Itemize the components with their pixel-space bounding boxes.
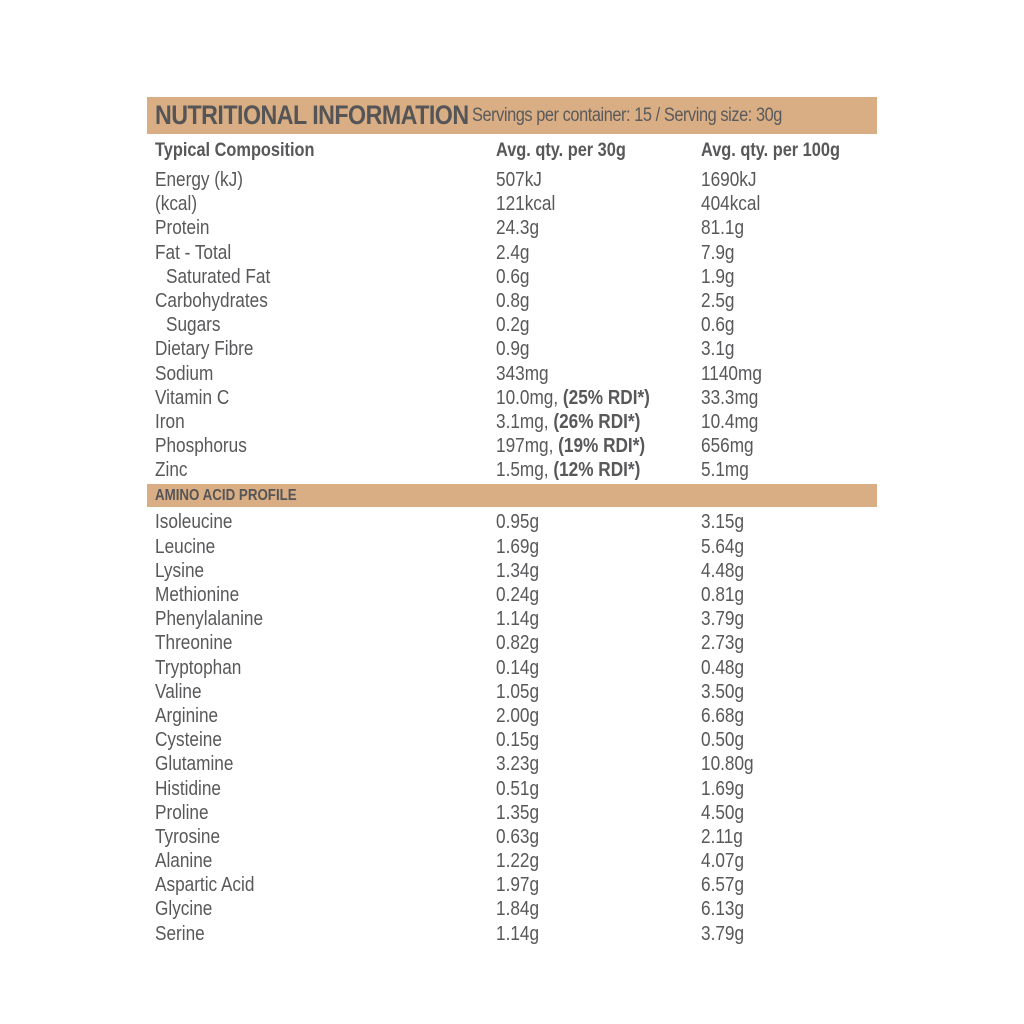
nutrient-per-serving xyxy=(496,362,549,386)
amino-acid-per-100g: 3.79g xyxy=(701,608,745,631)
nutrient-per-serving xyxy=(496,192,555,216)
rdi-percentage: (12% RDI*) xyxy=(553,459,641,482)
nutrient-name: Dietary Fibre xyxy=(155,338,254,361)
amino-acid-per-100g: 3.50g xyxy=(701,680,745,703)
nutrient-per-serving xyxy=(496,313,529,337)
nutrient-per-serving-value: 0.2g xyxy=(496,314,530,337)
amino-acid-row xyxy=(147,583,877,607)
nutrient-row xyxy=(147,313,877,337)
nutrient-name: Sodium xyxy=(155,362,214,385)
amino-acid-row xyxy=(147,801,877,825)
amino-acid-per-100g: 0.48g xyxy=(701,656,745,679)
amino-acid-per-100g: 4.50g xyxy=(701,801,745,824)
nutrient-per-serving xyxy=(496,216,539,240)
serving-info: Servings per container: 15 / Serving size: 30g xyxy=(471,104,782,126)
nutrient-row xyxy=(147,192,877,216)
nutrient-per-100g: 1140mg xyxy=(701,362,762,385)
nutrient-name: Iron xyxy=(155,410,185,433)
amino-acid-row xyxy=(147,825,877,849)
amino-acid-per-100g: 6.57g xyxy=(701,874,745,897)
amino-acid-name: Histidine xyxy=(155,777,221,800)
amino-acid-name: Leucine xyxy=(155,535,216,558)
nutrient-name: Saturated Fat xyxy=(166,265,271,288)
amino-acid-table xyxy=(147,510,877,945)
amino-acid-per-100g: 10.80g xyxy=(701,753,754,776)
amino-acid-row xyxy=(147,897,877,921)
nutrient-name: Phosphorus xyxy=(155,435,247,458)
amino-acid-name: Tyrosine xyxy=(155,825,221,848)
nutrient-row xyxy=(147,289,877,313)
panel-title: NUTRITIONAL INFORMATION xyxy=(155,100,469,130)
rdi-percentage: (19% RDI*) xyxy=(558,435,646,458)
amino-acid-per-serving: 1.35g xyxy=(496,801,540,824)
nutrient-row xyxy=(147,216,877,240)
nutrient-per-serving xyxy=(496,410,640,434)
amino-acid-name: Lysine xyxy=(155,559,205,582)
title-bar xyxy=(147,97,877,134)
nutrient-per-serving-value: 3.1mg, xyxy=(496,410,554,433)
amino-acid-name: Methionine xyxy=(155,584,240,606)
amino-acid-name: Isoleucine xyxy=(155,511,233,534)
amino-acid-per-serving: 1.69g xyxy=(496,535,540,558)
nutrient-row xyxy=(147,386,877,410)
nutrient-row xyxy=(147,362,877,386)
amino-acid-name: Glutamine xyxy=(155,753,234,776)
amino-acid-per-100g: 3.15g xyxy=(701,511,745,534)
nutrient-per-100g: 1.9g xyxy=(701,265,735,288)
nutrient-per-100g: 3.1g xyxy=(701,338,735,361)
amino-acid-section-bar xyxy=(147,484,877,507)
nutrient-name: Protein xyxy=(155,217,210,240)
amino-acid-per-serving: 1.97g xyxy=(496,874,540,897)
amino-acid-per-100g: 5.64g xyxy=(701,535,745,558)
nutrient-name: Carbohydrates xyxy=(155,289,268,312)
amino-acid-per-serving: 1.22g xyxy=(496,850,540,873)
amino-acid-per-100g: 4.07g xyxy=(701,850,745,873)
nutrient-name: (kcal) xyxy=(155,193,198,216)
nutrient-per-serving-value: 0.9g xyxy=(496,338,530,361)
amino-acid-row xyxy=(147,535,877,559)
nutrient-name: Fat - Total xyxy=(155,241,232,264)
amino-acid-per-serving: 0.14g xyxy=(496,656,540,679)
nutrient-per-serving-value: 197mg, xyxy=(496,435,559,458)
nutrition-panel xyxy=(147,97,877,946)
nutrient-per-serving-value: 121kcal xyxy=(496,193,556,216)
nutrient-row xyxy=(147,458,877,482)
amino-acid-name: Glycine xyxy=(155,898,213,921)
nutrient-per-100g: 2.5g xyxy=(701,289,735,312)
amino-acid-per-serving: 2.00g xyxy=(496,704,540,727)
amino-acid-row xyxy=(147,728,877,752)
amino-acid-row xyxy=(147,922,877,946)
nutrient-row xyxy=(147,337,877,361)
nutrient-per-serving-value: 24.3g xyxy=(496,217,540,240)
amino-acid-per-100g: 2.73g xyxy=(701,632,745,655)
nutrient-row xyxy=(147,168,877,192)
rdi-percentage: (25% RDI*) xyxy=(562,386,650,409)
amino-acid-per-100g: 6.68g xyxy=(701,704,745,727)
amino-acid-name: Tryptophan xyxy=(155,656,242,679)
amino-acid-per-serving: 1.14g xyxy=(496,608,540,631)
nutrient-per-100g: 81.1g xyxy=(701,217,745,240)
nutrient-row xyxy=(147,434,877,458)
nutrient-per-serving xyxy=(496,386,650,410)
amino-acid-name: Cysteine xyxy=(155,729,222,752)
amino-acid-row xyxy=(147,559,877,583)
nutrient-per-serving-value: 2.4g xyxy=(496,241,530,264)
amino-acid-row xyxy=(147,849,877,873)
amino-acid-per-100g: 6.13g xyxy=(701,898,745,921)
nutrient-per-100g: 656mg xyxy=(701,435,754,458)
amino-acid-name: Alanine xyxy=(155,850,213,873)
column-header-composition: Typical Composition xyxy=(155,140,315,161)
nutrient-per-100g: 404kcal xyxy=(701,193,761,216)
amino-acid-per-serving: 0.15g xyxy=(496,729,540,752)
amino-acid-per-serving: 1.34g xyxy=(496,559,540,582)
nutrient-row xyxy=(147,410,877,434)
nutrient-per-100g: 0.6g xyxy=(701,314,735,337)
nutrient-per-100g: 7.9g xyxy=(701,241,735,264)
amino-acid-per-serving: 1.14g xyxy=(496,922,540,945)
amino-acid-per-serving: 0.51g xyxy=(496,777,540,800)
amino-acid-per-100g: 2.11g xyxy=(701,825,743,848)
nutrient-per-serving xyxy=(496,241,529,265)
amino-acid-row xyxy=(147,510,877,534)
nutrient-name: Zinc xyxy=(155,459,188,482)
nutrient-table xyxy=(147,168,877,482)
nutrient-per-100g: 1690kJ xyxy=(701,169,757,191)
nutrient-per-serving-value: 0.6g xyxy=(496,265,530,288)
nutrient-row xyxy=(147,241,877,265)
amino-acid-per-serving: 1.05g xyxy=(496,680,540,703)
nutrient-per-serving-value: 507kJ xyxy=(496,169,542,191)
nutrient-per-100g: 5.1mg xyxy=(701,459,749,482)
amino-acid-row xyxy=(147,777,877,801)
column-header-per-serving: Avg. qty. per 30g xyxy=(496,140,626,161)
amino-acid-name: Aspartic Acid xyxy=(155,874,255,897)
amino-acid-section-label: AMINO ACID PROFILE xyxy=(155,486,297,504)
column-header-row xyxy=(147,134,877,168)
amino-acid-per-100g: 0.81g xyxy=(701,584,745,606)
nutrient-name: Energy (kJ) xyxy=(155,169,243,191)
amino-acid-per-serving: 0.63g xyxy=(496,825,540,848)
amino-acid-row xyxy=(147,704,877,728)
amino-acid-name: Serine xyxy=(155,922,205,945)
amino-acid-row xyxy=(147,656,877,680)
nutrient-name: Sugars xyxy=(166,314,221,337)
column-header-per-100g: Avg. qty. per 100g xyxy=(701,140,840,161)
amino-acid-row xyxy=(147,631,877,655)
amino-acid-per-100g: 1.69g xyxy=(701,777,745,800)
amino-acid-name: Arginine xyxy=(155,704,219,727)
nutrient-per-100g: 33.3mg xyxy=(701,386,759,409)
nutrient-per-serving xyxy=(496,265,529,289)
nutrient-per-serving-value: 1.5mg, xyxy=(496,459,554,482)
amino-acid-per-100g: 4.48g xyxy=(701,559,745,582)
rdi-percentage: (26% RDI*) xyxy=(553,410,641,433)
amino-acid-row xyxy=(147,752,877,776)
amino-acid-name: Phenylalanine xyxy=(155,608,264,631)
nutrient-per-serving xyxy=(496,289,529,313)
nutrient-per-serving xyxy=(496,168,542,192)
nutrient-per-serving xyxy=(496,434,645,458)
amino-acid-per-serving: 0.95g xyxy=(496,511,540,534)
nutrient-per-100g: 10.4mg xyxy=(701,410,759,433)
amino-acid-name: Valine xyxy=(155,680,202,703)
amino-acid-per-100g: 3.79g xyxy=(701,922,745,945)
nutrient-per-serving-value: 0.8g xyxy=(496,289,530,312)
amino-acid-per-serving: 0.82g xyxy=(496,632,540,655)
amino-acid-name: Proline xyxy=(155,801,209,824)
amino-acid-per-serving: 1.84g xyxy=(496,898,540,921)
nutrient-per-serving-value: 343mg xyxy=(496,362,549,385)
nutrient-per-serving xyxy=(496,337,529,361)
nutrient-per-serving-value: 10.0mg, xyxy=(496,386,563,409)
amino-acid-per-serving: 0.24g xyxy=(496,584,540,606)
amino-acid-row xyxy=(147,680,877,704)
amino-acid-row xyxy=(147,607,877,631)
nutrient-per-serving xyxy=(496,458,640,482)
nutrient-row xyxy=(147,265,877,289)
amino-acid-row xyxy=(147,873,877,897)
nutrient-name: Vitamin C xyxy=(155,386,230,409)
amino-acid-name: Threonine xyxy=(155,632,233,655)
amino-acid-per-serving: 3.23g xyxy=(496,753,540,776)
amino-acid-per-100g: 0.50g xyxy=(701,729,745,752)
